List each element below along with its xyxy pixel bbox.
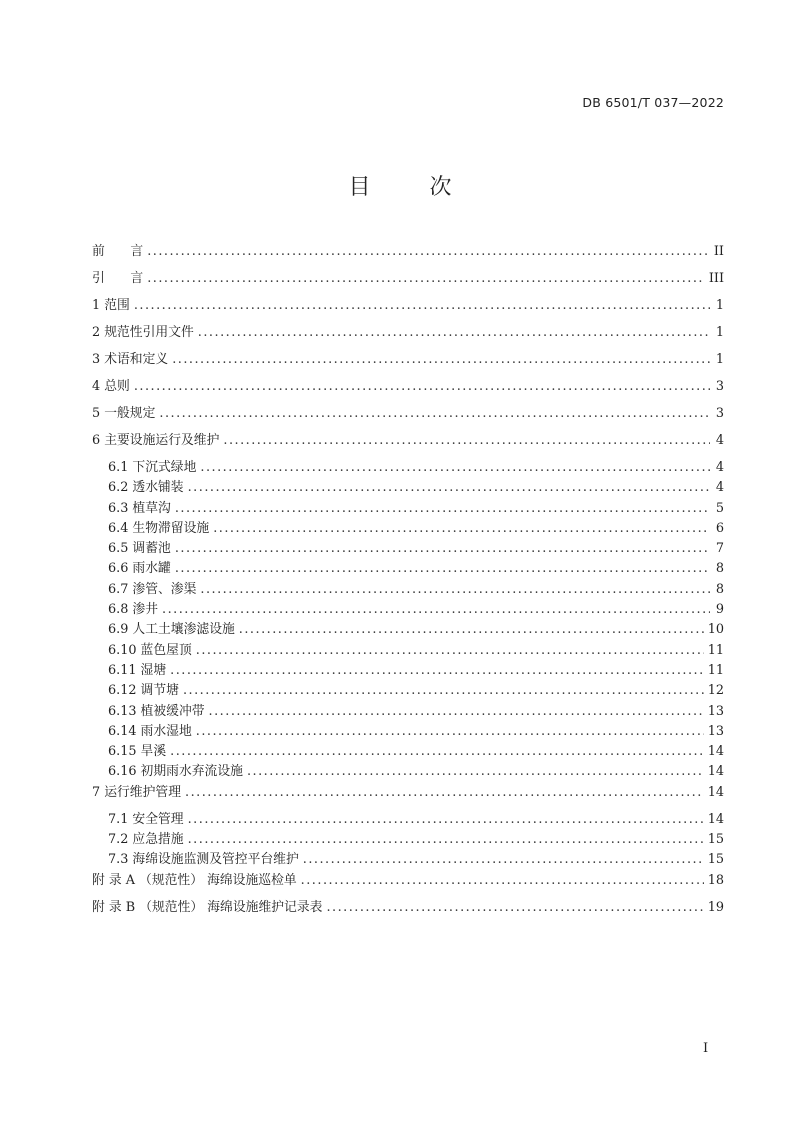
- toc-entry[interactable]: [92, 580, 724, 600]
- toc-dot-leader: [175, 539, 710, 559]
- toc-entry-label: 6.14 雨水湿地: [108, 723, 192, 739]
- toc-entry-page: 14: [707, 764, 724, 780]
- toc-entry[interactable]: [92, 269, 724, 296]
- toc-entry-label: 6.4 生物滞留设施: [108, 520, 210, 536]
- toc-entry-label: 6.13 植被缓冲带: [108, 703, 205, 719]
- toc-entry-label: 2 规范性引用文件: [92, 325, 194, 340]
- toc-entry-page: 8: [715, 561, 724, 577]
- toc-entry-label: 6.6 雨水罐: [108, 561, 171, 577]
- toc-entry-page: 18: [707, 872, 724, 888]
- toc-entry-page: 9: [715, 602, 724, 618]
- toc-entry[interactable]: [92, 762, 724, 782]
- toc-entry[interactable]: [92, 559, 724, 579]
- toc-entry-page: 3: [715, 406, 724, 421]
- toc-entry-page: II: [713, 244, 724, 259]
- toc-entry-label: 7.3 海绵设施监测及管控平台维护: [108, 852, 299, 868]
- toc-dot-leader: [134, 296, 710, 316]
- toc-entry-page: 10: [707, 622, 724, 638]
- toc-entry[interactable]: [92, 641, 724, 661]
- toc-dot-leader: [175, 559, 710, 579]
- toc-entry-label: 1 范围: [92, 298, 130, 313]
- toc-entry-label: 3 术语和定义: [92, 352, 169, 367]
- toc-entry-label: 7 运行维护管理: [92, 784, 181, 800]
- toc-dot-leader: [185, 783, 704, 803]
- toc-entry[interactable]: [92, 499, 724, 519]
- toc-entry[interactable]: [92, 323, 724, 350]
- toc-entry[interactable]: [92, 242, 724, 269]
- toc-dot-leader: [188, 810, 704, 830]
- toc-dot-leader: [147, 269, 705, 289]
- toc-entry-page: III: [708, 271, 724, 286]
- toc-entry-page: 8: [715, 581, 724, 597]
- toc-entry-page: 13: [707, 723, 724, 739]
- toc-entry[interactable]: [92, 898, 724, 925]
- toc-entry-page: 15: [707, 852, 724, 868]
- toc-entry-label: 7.2 应急措施: [108, 832, 184, 848]
- toc-entry-page: 12: [707, 683, 724, 699]
- toc-entry[interactable]: [92, 661, 724, 681]
- toc-entry-label: 6.9 人工土壤渗滤设施: [108, 622, 235, 638]
- toc-entry-label: 6.10 蓝色屋顶: [108, 642, 192, 658]
- toc-dot-leader: [159, 404, 710, 424]
- toc-entry-page: 1: [715, 352, 724, 367]
- toc-entry-page: 5: [715, 500, 724, 516]
- toc-entry-label: 4 总则: [92, 379, 130, 394]
- toc-entry-page: 7: [715, 541, 724, 557]
- toc-entry[interactable]: [92, 350, 724, 377]
- footer-page-number: I: [703, 1041, 709, 1056]
- toc-entry[interactable]: [92, 377, 724, 404]
- toc-entry-page: 6: [715, 520, 724, 536]
- toc-entry[interactable]: [92, 871, 724, 898]
- toc-entry-page: 14: [707, 784, 724, 800]
- toc-entry-page: 13: [707, 703, 724, 719]
- toc-dot-leader: [196, 641, 704, 661]
- toc-dot-leader: [303, 850, 704, 870]
- toc-dot-leader: [162, 600, 710, 620]
- toc-entry[interactable]: [92, 600, 724, 620]
- toc-entry-label: 前 言: [92, 244, 144, 259]
- toc-entry[interactable]: [92, 431, 724, 458]
- toc-entry-page: 11: [707, 642, 724, 658]
- toc-dot-leader: [223, 431, 710, 451]
- toc-dot-leader: [188, 830, 704, 850]
- toc-entry[interactable]: [92, 458, 724, 478]
- toc-entry[interactable]: [92, 810, 724, 830]
- toc-entry-label: 6.3 植草沟: [108, 500, 171, 516]
- toc-entry[interactable]: [92, 850, 724, 870]
- toc-entry-page: 11: [707, 662, 724, 678]
- toc-dot-leader: [198, 323, 710, 343]
- page-title: 目 次: [348, 175, 478, 200]
- toc-entry[interactable]: [92, 681, 724, 701]
- toc-dot-leader: [239, 620, 704, 640]
- toc-entry-page: 19: [707, 899, 724, 915]
- toc-entry-label: 6.5 调蓄池: [108, 541, 171, 557]
- toc-dot-leader: [172, 350, 710, 370]
- toc-entry[interactable]: [92, 539, 724, 559]
- toc-entry[interactable]: [92, 783, 724, 810]
- toc-dot-leader: [326, 898, 703, 918]
- toc-entry-page: 4: [715, 433, 724, 448]
- toc-dot-leader: [200, 458, 710, 478]
- toc-entry[interactable]: [92, 478, 724, 498]
- toc-entry-page: 14: [707, 744, 724, 760]
- table-of-contents: [92, 242, 724, 925]
- toc-entry-label: 6.16 初期雨水弃流设施: [108, 764, 243, 780]
- toc-dot-leader: [147, 242, 710, 262]
- toc-entry[interactable]: [92, 722, 724, 742]
- toc-entry-label: 6.11 湿塘: [108, 662, 167, 678]
- toc-entry-label: 7.1 安全管理: [108, 811, 184, 827]
- toc-dot-leader: [200, 580, 710, 600]
- toc-dot-leader: [301, 871, 704, 891]
- toc-dot-leader: [247, 762, 704, 782]
- toc-dot-leader: [209, 702, 704, 722]
- toc-entry[interactable]: [92, 620, 724, 640]
- toc-entry-page: 15: [707, 832, 724, 848]
- toc-entry-page: 1: [715, 325, 724, 340]
- toc-entry-label: 6.12 调节塘: [108, 683, 179, 699]
- toc-entry[interactable]: [92, 404, 724, 431]
- toc-dot-leader: [170, 742, 704, 762]
- document-code: DB 6501/T 037—2022: [582, 95, 724, 110]
- toc-entry-page: 4: [715, 480, 724, 496]
- toc-dot-leader: [213, 519, 710, 539]
- toc-entry-label: 附 录 A （规范性） 海绵设施巡检单: [92, 872, 297, 888]
- toc-entry-label: 5 一般规定: [92, 406, 156, 421]
- toc-entry[interactable]: [92, 702, 724, 722]
- toc-dot-leader: [183, 681, 704, 701]
- toc-dot-leader: [188, 478, 710, 498]
- toc-dot-leader: [175, 499, 710, 519]
- toc-entry-page: 1: [715, 298, 724, 313]
- toc-entry-page: 14: [707, 811, 724, 827]
- toc-entry[interactable]: [92, 296, 724, 323]
- toc-entry[interactable]: [92, 830, 724, 850]
- toc-dot-leader: [134, 377, 710, 397]
- toc-entry-label: 6.15 旱溪: [108, 744, 167, 760]
- toc-entry-label: 6.7 渗管、渗渠: [108, 581, 197, 597]
- toc-entry-label: 6 主要设施运行及维护: [92, 433, 220, 448]
- toc-entry-label: 附 录 B （规范性） 海绵设施维护记录表: [92, 899, 323, 915]
- toc-dot-leader: [196, 722, 704, 742]
- toc-entry-label: 引 言: [92, 271, 144, 286]
- toc-entry-label: 6.1 下沉式绿地: [108, 460, 197, 475]
- toc-entry[interactable]: [92, 519, 724, 539]
- toc-entry-page: 4: [715, 460, 724, 475]
- toc-entry-label: 6.8 渗井: [108, 602, 159, 618]
- toc-dot-leader: [170, 661, 704, 681]
- toc-entry-label: 6.2 透水铺装: [108, 480, 184, 496]
- toc-entry-page: 3: [715, 379, 724, 394]
- toc-entry[interactable]: [92, 742, 724, 762]
